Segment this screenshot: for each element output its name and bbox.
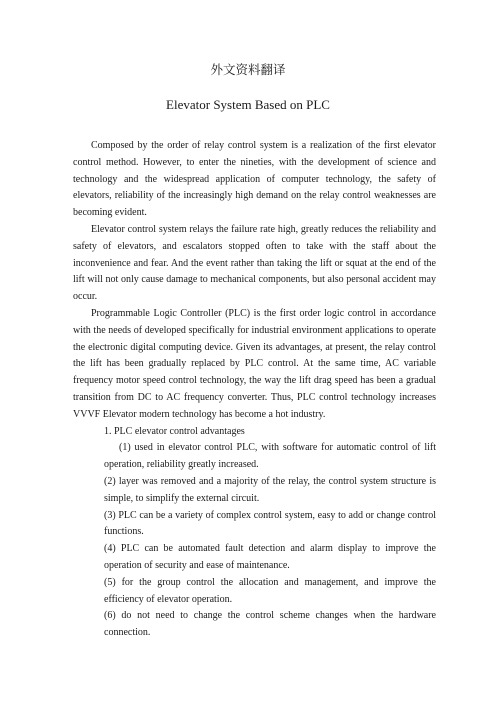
- document-body: [73, 138, 436, 642]
- list-item: (6) do not need to change the control scheme changes when the hardware connection.: [104, 610, 436, 639]
- list-item: (1) used in elevator control PLC, with software for automatic control of lift operation, reliability greatly increased.: [104, 442, 436, 471]
- document-title: Elevator System Based on PLC: [166, 97, 330, 112]
- paragraph: Composed by the order of relay control system is a realization of the first elevator control method. However, to enter the nineties, with the development of science and technology and the widespread application of computer technology, the safety of elevators, reliability of the increasingly high demand on the relay control weaknesses are becoming evident.: [73, 140, 436, 219]
- paragraph: Programmable Logic Controller (PLC) is the first order logic control in accordance with the needs of developed specifically for industrial environment applications to operate the electronic digital computing device. Given its advantages, at present, the relay control the lift has been gradually replaced by PLC control. At the same time, AC variable frequency motor speed control technology, the way the lift drag speed has been a gradual transition from DC to AC frequency converter. Thus, PLC control technology increases VVVF Elevator modern technology has become a hot industry.: [73, 307, 436, 420]
- list-item: (4) PLC can be automated fault detection and alarm display to improve the operation of security and ease of maintenance.: [104, 543, 436, 571]
- list-item: (3) PLC can be a variety of complex control system, easy to add or change control functions.: [104, 509, 436, 538]
- section-heading: 1. PLC elevator control advantages: [104, 425, 245, 437]
- paragraph: Elevator control system relays the failure rate high, greatly reduces the reliability and safety of elevators, and escalators stopped often to take with the staff about the inconvenience and fear. And the event rather than taking the lift or squat at the end of the lift will not only cause damage to mechanical components, but also personal accident may occur.: [73, 223, 436, 303]
- list-item: (2) layer was removed and a majority of the relay, the control system structure is simple, to simplify the external circuit.: [104, 475, 436, 504]
- document-title-chinese: 外文资料翻译: [210, 62, 286, 77]
- list-item: (5) for the group control the allocation and management, and improve the efficiency of elevator operation.: [104, 576, 436, 605]
